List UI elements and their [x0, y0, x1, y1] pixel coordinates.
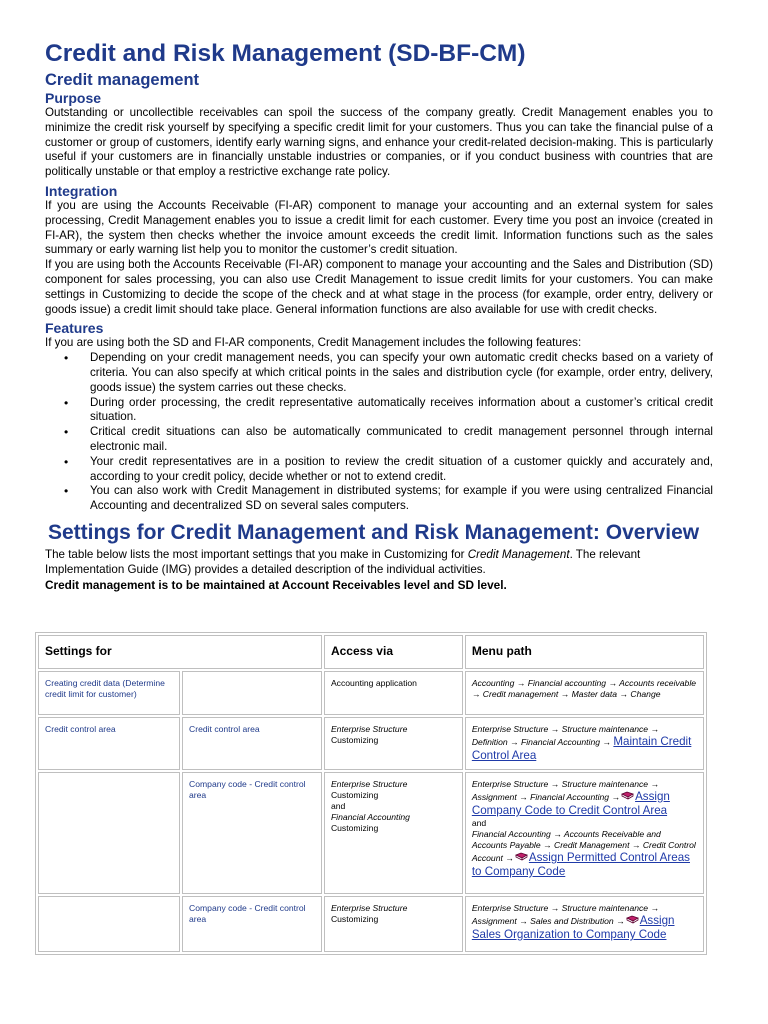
list-item: • Critical credit situations can also be automatically communicated to credit management personnel through internal electronic mail. [90, 425, 713, 455]
row3-access-customizing-2: Customizing [330, 823, 379, 833]
subheading-features: Features [45, 320, 104, 337]
purpose-paragraph: Outstanding or uncollectible receivables can spoil the success of the company greatly. Credit Management enables you to minimize the credit risk yourself by specifying a specific credit limit for your customers. Thus you can take the financial pulse of a customer or group of customers, identify early warning signs, and enhance your credit-related decision-making. This is particularly useful if your customers are in financially unstable industries or companies, or if you conduct business with countries that are politically unstable or that employ a restrictive exchange rate policy. [45, 106, 713, 179]
list-item: • Your credit representatives are in a position to review the credit situation of a customer quickly and accurately and, according to your credit policy, decide whether or not to extend credit. [90, 455, 713, 485]
document-page [45, 40, 713, 593]
row3-access-structure: Enterprise Structure [330, 779, 408, 789]
row3-path-text-2: Financial Accounting → Accounts Receivable and Accounts Payable → Credit Management → Credit Control Account → [471, 829, 696, 863]
row4-menu-path [465, 896, 704, 952]
row4-settings-sub: Company code - Credit control area [182, 896, 322, 952]
section-heading-credit-management: Credit management [45, 71, 200, 89]
assign-company-code-link[interactable]: Assign Company Code to Credit Control Area [471, 790, 670, 817]
features-list [45, 351, 713, 514]
row3-settings-sub: Company code - Credit control area [182, 772, 322, 894]
features-intro: If you are using both the SD and FI-AR components, Credit Management includes the following features: [45, 336, 582, 350]
row1-menu-path: Accounting → Financial accounting → Accounts receivable → Credit management → Master data → Change [465, 671, 704, 715]
header-settings-for: Settings for [38, 635, 322, 669]
row3-access-customizing: Customizing [330, 790, 379, 800]
row1-settings-sub [182, 671, 322, 715]
settings-intro [45, 548, 713, 578]
row3-access-and: and [330, 801, 346, 811]
row3-settings-for [38, 772, 180, 894]
row4-access-via [324, 896, 463, 952]
header-access-via: Access via [324, 635, 463, 669]
book-icon [621, 791, 634, 801]
book-icon [515, 852, 528, 862]
row4-path-text: Enterprise Structure → Structure maintenance → Assignment → Sales and Distribution → [471, 903, 660, 926]
list-item: • You can also work with Credit Management in distributed systems; for example if you were using centralized Financial Accounting and decentralized SD on several sales computers. [90, 484, 713, 514]
row3-access-financial: Financial Accounting [330, 812, 410, 822]
list-item: • Depending on your credit management needs, you can specify your own automatic credit checks based on a variety of criteria. You can also specify at which critical points in the sales and distribution cycle (for example, order entry, delivery, goods issue) the system carries out these checks. [90, 351, 713, 395]
table-row [38, 717, 704, 770]
settings-table [35, 632, 707, 955]
document-title: Credit and Risk Management (SD-BF-CM) [45, 40, 526, 67]
row2-access-customizing: Customizing [330, 735, 379, 745]
assign-sales-organization-link[interactable]: Assign Sales Organization to Company Code [471, 914, 675, 941]
settings-intro-part1: The table below lists the most important settings that you make in Customizing for [45, 547, 468, 561]
row1-settings-for: Creating credit data (Determine credit limit for customer) [38, 671, 180, 715]
subheading-integration: Integration [45, 182, 118, 199]
row4-access-structure: Enterprise Structure [330, 903, 408, 913]
list-item: • During order processing, the credit representative automatically receives information about a customer’s critical credit situation. [90, 396, 713, 426]
subheading-purpose: Purpose [45, 90, 102, 106]
row3-path-text: Enterprise Structure → Structure maintenance → Assignment → Financial Accounting → [471, 779, 660, 802]
table-row [38, 671, 704, 715]
table-row [38, 896, 704, 952]
row3-path-and: and [471, 818, 487, 828]
row2-settings-sub: Credit control area [182, 717, 322, 770]
row2-path-text: Enterprise Structure → Structure maintenance → Definition → Financial Accounting → [471, 724, 660, 747]
maintenance-note: Credit management is to be maintained at Account Receivables level and SD level. [45, 577, 507, 592]
row3-access-via [324, 772, 463, 894]
settings-intro-part2: . The relevant Implementation Guide (IMG) provides a detailed description of the individual activities. [45, 547, 641, 576]
assign-permitted-control-areas-link[interactable]: Assign Permitted Control Areas to Company Code [471, 851, 690, 878]
integration-paragraph-2: If you are using both the Accounts Receivable (FI-AR) component to manage your accounting and the Sales and Distribution (SD) component for sales processing, you can also use Credit Management to issue credit limits for your customers. You can make settings in Customizing to decide the scope of the check and at what stage in the process (for example, order entry, delivery or goods issue) a credit limit should take place. General information functions are also available for use with credit checks. [45, 258, 713, 316]
row2-menu-path [465, 717, 704, 770]
settings-intro-emphasis: Credit Management [467, 547, 570, 561]
table-header-row [38, 635, 704, 669]
row4-settings-for [38, 896, 180, 952]
row3-menu-path [465, 772, 704, 894]
row2-access-via [324, 717, 463, 770]
settings-heading: Settings for Credit Management and Risk Management: Overview [48, 520, 700, 544]
table-row [38, 772, 704, 894]
row2-access-structure: Enterprise Structure [330, 724, 408, 734]
book-icon [626, 915, 639, 925]
row4-access-customizing: Customizing [330, 914, 379, 924]
maintain-credit-control-area-link[interactable]: Maintain Credit Control Area [471, 735, 692, 762]
header-menu-path: Menu path [465, 635, 704, 669]
row2-settings-for: Credit control area [38, 717, 180, 770]
integration-paragraph-1: If you are using the Accounts Receivable (FI-AR) component to manage your accounting and an external system for sales processing, Credit Management enables you to issue a credit limit for each customer. Every time you post an invoice (created in FI-AR), the system then checks whether the invoice amount exceeds the credit limit. Information functions such as the sales summary or early warning list help you to monitor the customer’s credit situation. [45, 198, 713, 257]
row1-access-via: Accounting application [324, 671, 463, 715]
